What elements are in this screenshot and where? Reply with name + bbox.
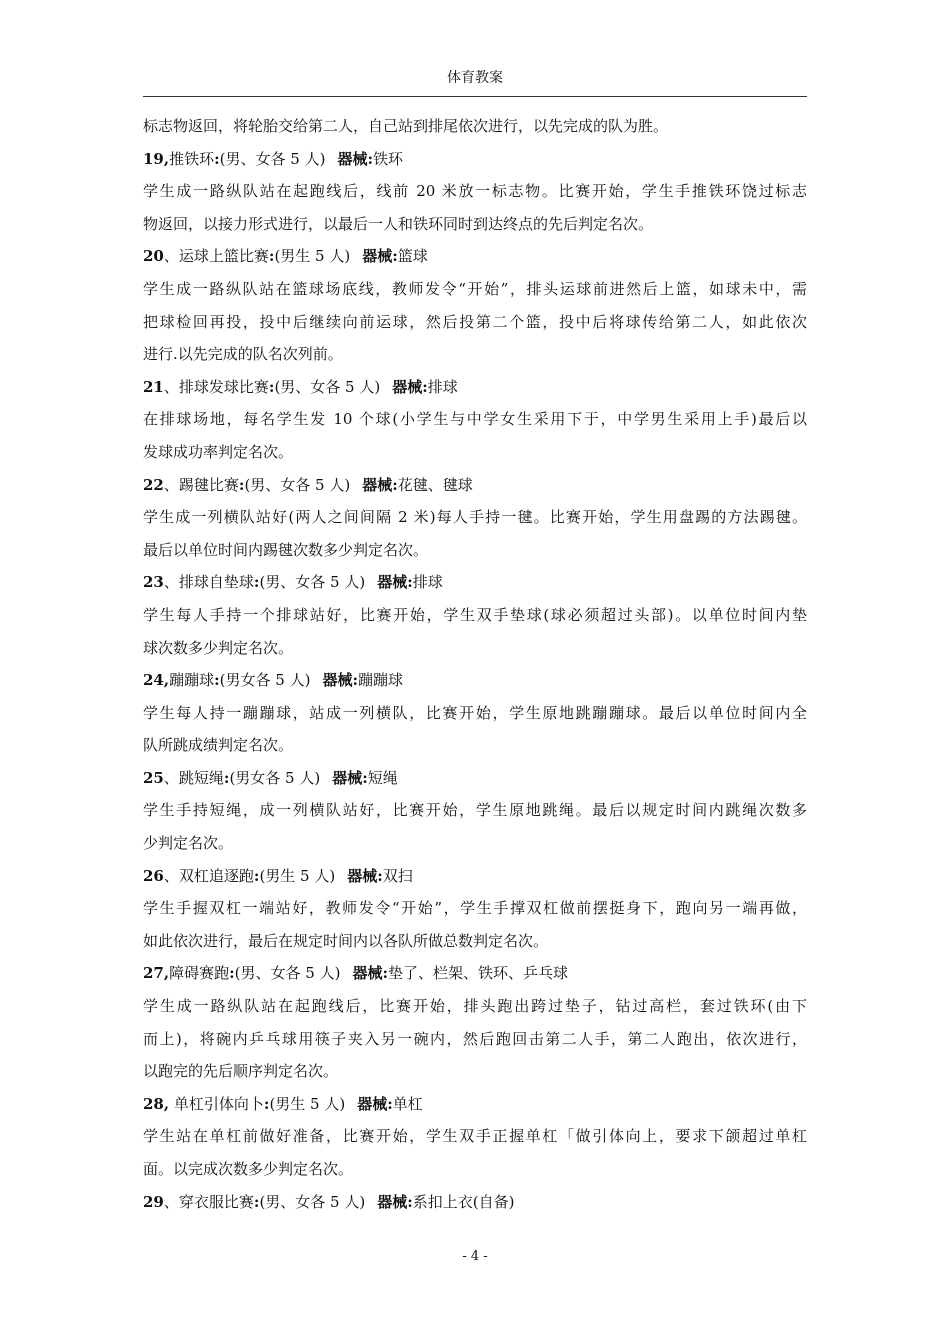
item-participants: (男生 5 人) <box>269 1094 346 1113</box>
page-header: 体育教案 <box>447 70 503 86</box>
item-number: 26 <box>143 866 164 885</box>
equipment-label: 器械: <box>362 247 398 266</box>
item-participants: (男生 5 人) <box>259 866 336 885</box>
item-name: 障碍赛跑 <box>169 964 230 983</box>
item-number: 25 <box>143 768 164 787</box>
item-heading <box>143 566 807 599</box>
item-heading <box>143 1186 807 1219</box>
equipment-value: 双扫 <box>382 866 413 885</box>
item-number: 29 <box>143 1192 164 1211</box>
item-number: 19, <box>143 149 170 168</box>
equipment-value: 单杠 <box>392 1094 423 1113</box>
equipment-label: 器械: <box>377 573 413 592</box>
equipment-label: 器械: <box>337 149 374 168</box>
item-name: 、踢毽比赛 <box>163 475 239 494</box>
item-number: 28, <box>143 1094 170 1113</box>
item-number: 20 <box>143 247 164 266</box>
item-heading <box>143 371 807 404</box>
paragraph-line: 而上)，将碗内乒乓球用筷子夹入另一碗内，然后跑回击第二人手，第二人跑出，依次进行， <box>143 1029 807 1048</box>
equipment-value: 排球 <box>412 573 443 592</box>
equipment-value: 短绳 <box>367 768 398 787</box>
item-participants: (男、女各 5 人) <box>219 149 326 168</box>
item-heading <box>143 957 807 990</box>
paragraph-line: 学生成一路纵队站在起跑线后，比赛开始，排头跑出跨过垫子，钻过高栏，套过铁环(由下 <box>143 997 807 1016</box>
equipment-label: 器械: <box>357 1094 393 1113</box>
item-name: 、穿衣服比赛 <box>163 1192 254 1211</box>
item-name: 、运球上篮比赛 <box>163 247 269 266</box>
equipment-label: 器械: <box>362 475 398 494</box>
paragraph-line: 学生每人持一蹦蹦球，站成一列横队，比赛开始，学生原地跳蹦蹦球。最后以单位时间内全 <box>143 703 807 722</box>
item-colon: : <box>268 247 275 266</box>
item-heading <box>143 664 807 697</box>
equipment-value: 排球 <box>427 377 458 396</box>
paragraph-line: 发球成功率判定名次。 <box>143 442 294 461</box>
item-number: 22 <box>143 475 164 494</box>
item-participants: (男、女各 5 人) <box>259 1192 366 1211</box>
equipment-label: 器械: <box>347 866 383 885</box>
item-heading <box>143 143 807 176</box>
paragraph-line: 学生手握双杠一端站好，教师发令“开始”，学生手撑双杠做前摆挺身下，跑向另一端再做， <box>143 899 807 918</box>
item-number: 24, <box>143 671 170 690</box>
equipment-value: 花毽、毽球 <box>397 475 473 494</box>
paragraph-line: 如此依次进行，最后在规定时间内以各队所做总数判定名次。 <box>143 931 549 950</box>
item-colon: : <box>253 866 260 885</box>
item-name: 推铁环 <box>169 149 215 168</box>
item-participants: (男、女各 5 人) <box>234 964 341 983</box>
item-participants: (男女各 5 人) <box>229 768 321 787</box>
equipment-value: 篮球 <box>397 247 428 266</box>
paragraph-line: 把球检回再投，投中后继续向前运球，然后投第二个篮，投中后将球传给第二人，如此依次 <box>143 312 807 331</box>
item-number: 21 <box>143 377 164 396</box>
equipment-label: 器械: <box>332 768 368 787</box>
item-name: 蹦蹦球 <box>169 671 215 690</box>
page-number: - 4 - <box>462 1249 488 1264</box>
paragraph-line: 标志物返回，将轮胎交给第二人，自己站到排尾依次进行，以先完成的队为胜。 <box>143 117 669 135</box>
equipment-label: 器械: <box>322 671 359 690</box>
item-name: 、双杠追逐跑 <box>163 866 254 885</box>
item-participants: (男、女各 5 人) <box>274 377 381 396</box>
item-colon: : <box>263 1094 270 1113</box>
header-divider <box>143 96 807 97</box>
item-heading <box>143 1088 807 1121</box>
item-heading <box>143 860 807 893</box>
item-colon: : <box>253 1192 260 1211</box>
equipment-label: 器械: <box>392 377 428 396</box>
item-name: 、跳短绳 <box>163 768 224 787</box>
paragraph-line: 最后以单位时间内踢毽次数多少判定名次。 <box>143 540 429 559</box>
item-name: 、排球发球比赛 <box>163 377 269 396</box>
paragraph-line: 进行.以先完成的队名次列前。 <box>143 345 343 364</box>
document-body <box>143 110 807 1218</box>
item-participants: (男、女各 5 人) <box>244 475 351 494</box>
item-colon: : <box>229 964 235 983</box>
paragraph-line: 学生成一路纵队站在起跑线后，线前 20 米放一标志物。比赛开始，学生手推铁环饶过标志 <box>143 182 807 201</box>
paragraph-line: 学生成一路纵队站在篮球场底线，教师发令“开始”，排头运球前进然后上篮，如球未中，需 <box>143 279 807 298</box>
paragraph-line: 在排球场地，每名学生发 10 个球(小学生与中学女生采用下于，中学男生采用上手)最后以 <box>143 410 807 429</box>
item-heading <box>143 240 807 273</box>
paragraph-line: 球次数多少判定名次。 <box>143 638 294 657</box>
paragraph-line: 学生成一列横队站好(两人之间间隔 2 米)每人手持一毽。比赛开始，学生用盘踢的方法踢毽。 <box>143 508 807 527</box>
paragraph-line: 学生每人手持一个排球站好，比赛开始，学生双手垫球(球必须超过头部)。以单位时间内垫 <box>143 605 807 624</box>
equipment-value: 系扣上衣(自备) <box>412 1192 515 1211</box>
item-participants: (男、女各 5 人) <box>259 573 366 592</box>
paragraph-line: 面。以完成次数多少判定名次。 <box>143 1160 354 1178</box>
item-colon: : <box>214 671 220 690</box>
paragraph-line: 学生手持短绳，成一列横队站好，比赛开始，学生原地跳绳。最后以规定时间内跳绳次数多 <box>143 801 807 820</box>
paragraph-line: 少判定名次。 <box>143 834 234 853</box>
item-heading <box>143 762 807 795</box>
paragraph-line: 以跑完的先后顺序判定名次。 <box>143 1062 339 1081</box>
item-colon: : <box>268 377 275 396</box>
paragraph-line: 物返回，以接力形式进行，以最后一人和铁环同时到达终点的先后判定名次。 <box>143 214 654 233</box>
paragraph-line: 队所跳成绩判定名次。 <box>143 736 294 755</box>
item-number: 23 <box>143 573 164 592</box>
item-name: 单杠引体向卜 <box>169 1094 264 1113</box>
item-participants: (男生 5 人) <box>274 247 351 266</box>
item-colon: : <box>223 768 230 787</box>
item-heading <box>143 469 807 502</box>
item-colon: : <box>253 573 260 592</box>
item-participants: (男女各 5 人) <box>219 671 311 690</box>
equipment-label: 器械: <box>377 1192 413 1211</box>
equipment-value: 蹦蹦球 <box>358 671 404 690</box>
item-name: 、排球自垫球 <box>163 573 254 592</box>
equipment-label: 器械: <box>352 964 389 983</box>
item-colon: : <box>238 475 245 494</box>
equipment-value: 垫了、栏架、铁环、乒乓球 <box>388 964 569 983</box>
equipment-value: 铁环 <box>373 149 404 168</box>
item-number: 27, <box>143 964 170 983</box>
paragraph-line: 学生站在单杠前做好准备，比赛开始，学生双手正握单杠「做引体向上，要求下颌超过单杠 <box>143 1127 807 1146</box>
item-colon: : <box>214 149 220 168</box>
